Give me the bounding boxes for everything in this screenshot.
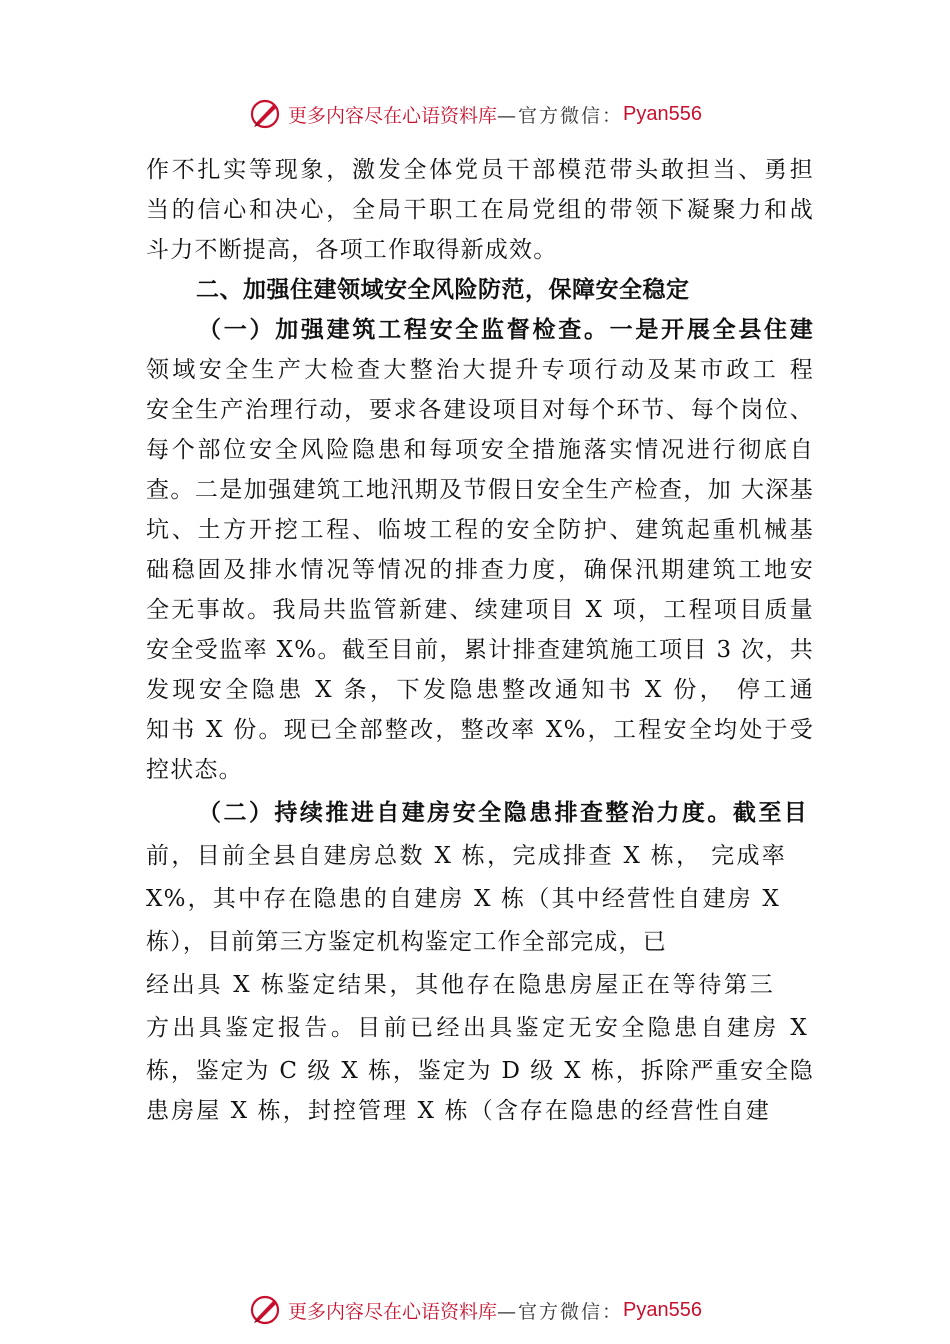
brush-logo-icon (248, 1293, 282, 1327)
paragraph-line: 斗力不断提高，各项工作取得新成效。 (146, 237, 558, 263)
paragraph-line: 作不扎实等现象，激发全体党员干部模范带头敢担当、勇担 (146, 157, 814, 183)
section-heading: 二、加强住建领域安全风险防范，保障安全稳定 (196, 277, 690, 303)
paragraph-line: 查。二是加强建筑工地汛期及节假日安全生产检查，加 大深基 (146, 477, 814, 503)
subsection-heading-line: （二）持续推进自建房安全隐患排查整治力度。截至目 (198, 799, 808, 826)
paragraph-line: 经出具 X 栋鉴定结果，其他存在隐患房屋正在等待第三 (146, 972, 774, 998)
watermark-wechat-id: Pyan556 (623, 1298, 702, 1321)
paragraph-line: 坑、土方开挖工程、临坡工程的安全防护、建筑起重机械基 (146, 517, 814, 543)
watermark-label: —官方微信： (497, 104, 624, 127)
watermark-brand: 更多内容尽在心语资料库 (288, 104, 498, 127)
paragraph-line: 每个部位安全风险隐患和每项安全措施落实情况进行彻底自 (146, 437, 814, 463)
paragraph-line: 发现安全隐患 X 条，下发隐患整改通知书 X 份， 停工通 (146, 677, 814, 703)
subsection-heading-line: （一）加强建筑工程安全监督检查。一是开展全县住建 (198, 316, 814, 343)
document-body (146, 150, 814, 1131)
paragraph-line: 方出具鉴定报告。目前已经出具鉴定无安全隐患自建房 X (146, 1015, 808, 1041)
brush-logo-icon (248, 97, 282, 131)
paragraph-line: 全无事故。我局共监管新建、续建项目 X 项，工程项目质量 (146, 597, 814, 623)
paragraph-line: 栋，鉴定为 C 级 X 栋，鉴定为 D 级 X 栋，拆除严重安全隐 (146, 1058, 814, 1084)
watermark-footer (0, 1290, 950, 1330)
paragraph-line: 患房屋 X 栋，封控管理 X 栋（含存在隐患的经营性自建 (146, 1098, 770, 1124)
paragraph-line: 安全受监率 X%。截至目前，累计排查建筑施工项目 3 次，共 (146, 637, 814, 663)
watermark-wechat-id: Pyan556 (623, 102, 702, 125)
paragraph-line: 知书 X 份。现已全部整改，整改率 X%，工程安全均处于受 (146, 717, 814, 743)
paragraph-line: 安全生产治理行动，要求各建设项目对每个环节、每个岗位、 (146, 397, 814, 423)
paragraph-line: 础稳固及排水情况等情况的排查力度，确保汛期建筑工地安 (146, 557, 814, 583)
paragraph-line: 领域安全生产大检查大整治大提升专项行动及某市政工 程 (146, 357, 814, 383)
paragraph-line: X%，其中存在隐患的自建房 X 栋（其中经营性自建房 X (146, 886, 780, 912)
watermark-label: —官方微信： (497, 1300, 624, 1323)
paragraph-line: 控状态。 (146, 757, 243, 783)
paragraph-line: 栋），目前第三方鉴定机构鉴定工作全部完成，已 (146, 929, 667, 955)
watermark-brand: 更多内容尽在心语资料库 (288, 1300, 498, 1323)
paragraph-line: 当的信心和决心，全局干职工在局党组的带领下凝聚力和战 (146, 197, 814, 223)
watermark-header (0, 94, 950, 134)
paragraph-line: 前，目前全县自建房总数 X 栋，完成排查 X 栋， 完成率 (146, 843, 786, 869)
